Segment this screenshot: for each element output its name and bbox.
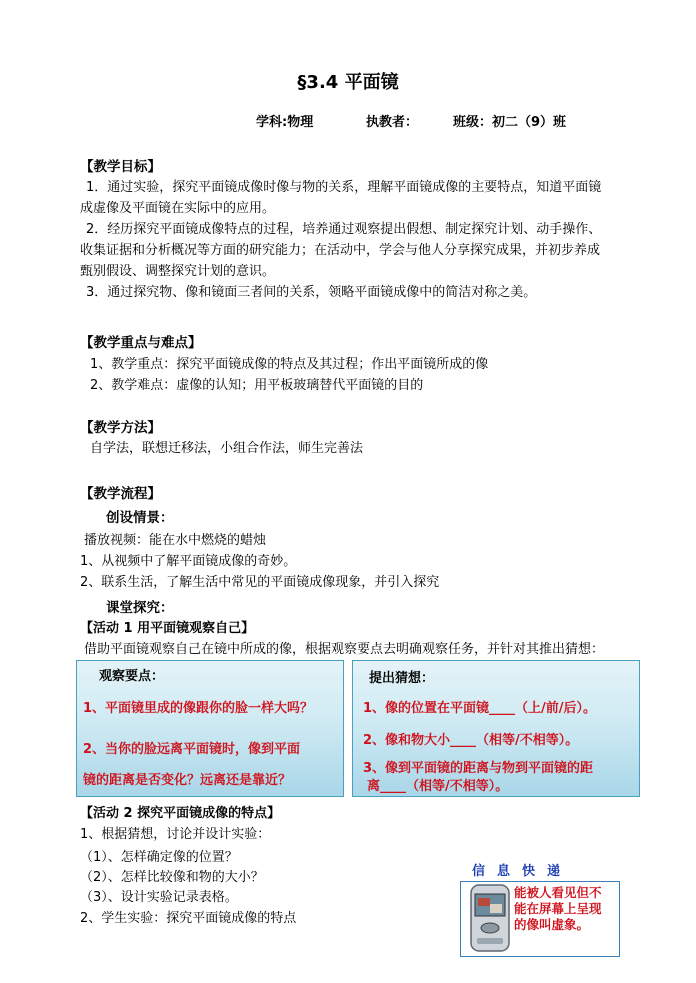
guess-box	[352, 660, 640, 797]
info-tip-line: 的像叫虚象。	[514, 917, 590, 932]
info-tip-line: 能在屏幕上呈现	[514, 901, 602, 916]
activity1-title: 【活动 1 用平面镜观察自己】	[80, 621, 255, 636]
keypoints-heading: 【教学重点与难点】	[80, 335, 202, 351]
observe-box	[76, 660, 344, 797]
objective-line: 2．经历探究平面镜成像特点的过程，培养通过观察提出假想、制定探究计划、动手操作、	[86, 222, 602, 237]
activity2-line: （1）、怎样确定像的位置？	[80, 850, 238, 865]
scene-line: 播放视频：能在水中燃烧的蜡烛	[84, 533, 267, 548]
guess-heading: 提出猜想：	[369, 671, 435, 686]
objective-line: 1．通过实验，探究平面镜成像时像与物的关系，理解平面镜成像的主要特点，知道平面镜	[86, 180, 602, 195]
methods-text: 自学法，联想迁移法，小组合作法，师生完善法	[90, 441, 364, 456]
keypoint-line: 1、教学重点：探究平面镜成像的特点及其过程；作出平面镜所成的像	[90, 357, 489, 372]
activity2-line: 2、学生实验：探究平面镜成像的特点	[80, 911, 297, 926]
guess-line: 1、像的位置在平面镜____（上/前/后）。	[363, 701, 597, 716]
objective-line: 成虚像及平面镜在实际中的应用。	[80, 201, 276, 216]
teacher-label: 执教者：	[366, 115, 419, 130]
activity2-line: （3）、设计实验记录表格。	[80, 890, 238, 905]
observe-point: 2、当你的脸远离平面镜时，像到平面	[83, 742, 301, 757]
activity1-text: 借助平面镜观察自己在镜中所成的像，根据观察要点去明确观察任务，并针对其推出猜想：	[84, 642, 605, 657]
activity2-line: （2）、怎样比较像和物的大小？	[80, 870, 264, 885]
scene-line: 2、联系生活，了解生活中常见的平面镜成像现象，并引入探究	[80, 575, 440, 590]
phone-icon	[470, 884, 510, 952]
page-title: §3.4 平面镜	[297, 72, 399, 93]
observe-heading: 观察要点：	[99, 669, 165, 684]
objectives-heading: 【教学目标】	[80, 159, 161, 175]
info-tip-line: 能被人看见但不	[514, 885, 602, 900]
scene-line: 1、从视频中了解平面镜成像的奇妙。	[80, 554, 297, 569]
methods-heading: 【教学方法】	[80, 420, 161, 436]
objective-line: 3．通过探究物、像和镜面三者间的关系，领略平面镜成像中的简洁对称之美。	[86, 285, 537, 300]
grade-label: 班级：初二（9）班	[453, 115, 567, 130]
objective-line: 甄别假设、调整探究计划的意识。	[80, 264, 276, 279]
guess-line: 3、像到平面镜的距离与物到平面镜的距	[363, 761, 594, 776]
activity2-line: 1、根据猜想，讨论并设计实验：	[80, 827, 271, 842]
objective-line: 收集证据和分析概况等方面的研究能力；在活动中，学会与他人分享探究成果，并初步养成	[80, 243, 601, 258]
guess-line: 离____（相等/不相等）。	[367, 779, 509, 794]
observe-point: 1、平面镜里成的像跟你的脸一样大吗？	[83, 701, 314, 716]
inquiry-heading: 课堂探究：	[106, 600, 174, 616]
scene-heading: 创设情景：	[106, 510, 174, 526]
activity2-title: 【活动 2 探究平面镜成像的特点】	[80, 806, 281, 821]
guess-line: 2、像和物大小____（相等/不相等）。	[363, 733, 579, 748]
process-heading: 【教学流程】	[80, 486, 161, 502]
keypoint-line: 2、教学难点：虚像的认知；用平板玻璃替代平面镜的目的	[90, 378, 424, 393]
info-tip-title: 信息快递	[472, 864, 573, 879]
subject-label: 学科:物理	[256, 115, 314, 130]
observe-point: 镜的距离是否变化？远离还是靠近？	[83, 773, 292, 788]
